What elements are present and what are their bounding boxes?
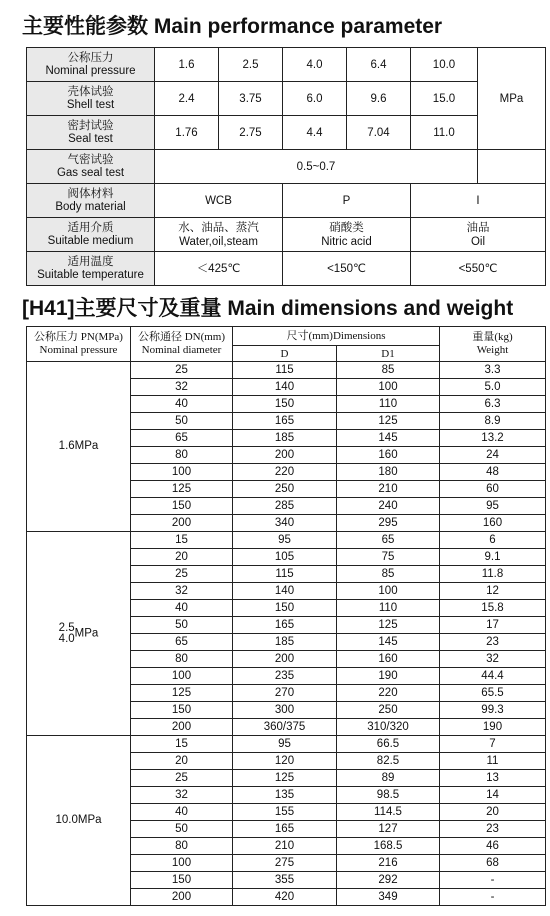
d-cell: 200 [233, 651, 337, 668]
row-label: 密封试验 Seal test [27, 116, 155, 150]
weight-cell: 46 [440, 838, 546, 855]
d-cell: 155 [233, 804, 337, 821]
weight-cell: 65.5 [440, 685, 546, 702]
weight-cell: 23 [440, 821, 546, 838]
weight-cell: 44.4 [440, 668, 546, 685]
row-label: 适用温度 Suitable temperature [27, 252, 155, 286]
unit-cell: MPa [478, 48, 546, 150]
weight-cell: 68 [440, 855, 546, 872]
value-cell: 3.75 [219, 82, 283, 116]
d1-cell: 145 [337, 430, 440, 447]
dn-cell: 20 [131, 549, 233, 566]
dn-cell: 150 [131, 702, 233, 719]
value-cell: 9.6 [347, 82, 411, 116]
weight-cell: 32 [440, 651, 546, 668]
d-cell: 420 [233, 889, 337, 906]
d-cell: 115 [233, 362, 337, 379]
table-row [27, 736, 546, 753]
d-cell: 95 [233, 532, 337, 549]
d-cell: 165 [233, 617, 337, 634]
row-label: 气密试验 Gas seal test [27, 150, 155, 184]
table-row [27, 532, 546, 549]
weight-cell: - [440, 889, 546, 906]
row-label: 适用介质 Suitable medium [27, 218, 155, 252]
header-row [27, 327, 546, 346]
d-cell: 140 [233, 583, 337, 600]
weight-cell: 13.2 [440, 430, 546, 447]
value-cell: WCB [155, 184, 283, 218]
weight-cell: 23 [440, 634, 546, 651]
dn-header: 公称通径 DN(mm) Nominal diameter [131, 327, 233, 362]
value-cell: I [411, 184, 546, 218]
dn-cell: 80 [131, 838, 233, 855]
d1-cell: 349 [337, 889, 440, 906]
d1-cell: 85 [337, 566, 440, 583]
dn-cell: 100 [131, 855, 233, 872]
weight-cell: 95 [440, 498, 546, 515]
value-cell: 1.6 [155, 48, 219, 82]
dimensions-header: 尺寸(mm)Dimensions [233, 327, 440, 346]
dn-cell: 40 [131, 600, 233, 617]
d-cell: 185 [233, 430, 337, 447]
d1-cell: 292 [337, 872, 440, 889]
value-cell: 10.0 [411, 48, 478, 82]
value-cell: ＜425℃ [155, 252, 283, 286]
d-cell: 250 [233, 481, 337, 498]
d1-cell: 110 [337, 396, 440, 413]
dn-cell: 15 [131, 532, 233, 549]
value-cell: 4.0 [283, 48, 347, 82]
d1-cell: 168.5 [337, 838, 440, 855]
dn-cell: 50 [131, 821, 233, 838]
shell-test-row [27, 82, 546, 116]
d-cell: 355 [233, 872, 337, 889]
dn-cell: 80 [131, 651, 233, 668]
dn-cell: 200 [131, 719, 233, 736]
d1-cell: 180 [337, 464, 440, 481]
d-cell: 340 [233, 515, 337, 532]
d-cell: 220 [233, 464, 337, 481]
d-cell: 300 [233, 702, 337, 719]
dn-cell: 32 [131, 379, 233, 396]
value-cell: 6.0 [283, 82, 347, 116]
value-cell: 0.5~0.7 [155, 150, 478, 184]
d-cell: 200 [233, 447, 337, 464]
weight-cell: 17 [440, 617, 546, 634]
weight-cell: 6 [440, 532, 546, 549]
d-cell: 210 [233, 838, 337, 855]
weight-cell: 190 [440, 719, 546, 736]
value-cell: 11.0 [411, 116, 478, 150]
weight-cell: 14 [440, 787, 546, 804]
d-cell: 150 [233, 600, 337, 617]
d1-cell: 110 [337, 600, 440, 617]
dn-cell: 32 [131, 583, 233, 600]
row-label: 公称压力 Nominal pressure [27, 48, 155, 82]
weight-cell: 7 [440, 736, 546, 753]
d1-cell: 220 [337, 685, 440, 702]
d-cell: 140 [233, 379, 337, 396]
d1-cell: 295 [337, 515, 440, 532]
d-cell: 105 [233, 549, 337, 566]
dn-cell: 25 [131, 362, 233, 379]
dn-cell: 125 [131, 685, 233, 702]
value-cell: 硝酸类 Nitric acid [283, 218, 411, 252]
dn-cell: 150 [131, 872, 233, 889]
d-cell: 185 [233, 634, 337, 651]
dn-cell: 25 [131, 770, 233, 787]
d1-cell: 66.5 [337, 736, 440, 753]
d1-cell: 310/320 [337, 719, 440, 736]
body-material-row [27, 184, 546, 218]
d1-cell: 85 [337, 362, 440, 379]
weight-header: 重量(kg) Weight [440, 327, 546, 362]
d1-cell: 216 [337, 855, 440, 872]
weight-cell: 99.3 [440, 702, 546, 719]
d-cell: 135 [233, 787, 337, 804]
weight-cell: - [440, 872, 546, 889]
d-cell: 115 [233, 566, 337, 583]
d-cell: 285 [233, 498, 337, 515]
value-cell: 7.04 [347, 116, 411, 150]
dn-cell: 65 [131, 634, 233, 651]
weight-cell: 24 [440, 447, 546, 464]
performance-title: 主要性能参数 Main performance parameter [22, 15, 443, 38]
pressure-group-cell: 10.0MPa [27, 736, 131, 906]
table-row [27, 362, 546, 379]
dn-cell: 150 [131, 498, 233, 515]
weight-cell: 13 [440, 770, 546, 787]
d1-cell: 114.5 [337, 804, 440, 821]
suitable-temperature-row [27, 252, 546, 286]
d1-cell: 190 [337, 668, 440, 685]
d1-cell: 145 [337, 634, 440, 651]
dn-cell: 200 [131, 889, 233, 906]
dn-cell: 100 [131, 464, 233, 481]
d-cell: 165 [233, 413, 337, 430]
value-cell: <150℃ [283, 252, 411, 286]
d-cell: 275 [233, 855, 337, 872]
weight-cell: 6.3 [440, 396, 546, 413]
weight-cell: 48 [440, 464, 546, 481]
pressure-group-cell: 1.6MPa [27, 362, 131, 532]
d1-cell: 160 [337, 447, 440, 464]
d1-cell: 240 [337, 498, 440, 515]
weight-cell: 15.8 [440, 600, 546, 617]
weight-cell: 11.8 [440, 566, 546, 583]
weight-cell: 20 [440, 804, 546, 821]
weight-cell: 5.0 [440, 379, 546, 396]
value-cell: P [283, 184, 411, 218]
empty-cell [478, 150, 546, 184]
value-cell: 4.4 [283, 116, 347, 150]
weight-cell: 9.1 [440, 549, 546, 566]
performance-table [26, 47, 546, 286]
d1-cell: 125 [337, 413, 440, 430]
weight-cell: 11 [440, 753, 546, 770]
row-label: 壳体试验 Shell test [27, 82, 155, 116]
d1-cell: 65 [337, 532, 440, 549]
dn-cell: 40 [131, 396, 233, 413]
d1-cell: 250 [337, 702, 440, 719]
d1-cell: 75 [337, 549, 440, 566]
value-cell: 2.4 [155, 82, 219, 116]
value-cell: 15.0 [411, 82, 478, 116]
dimensions-table [26, 326, 546, 906]
d1-cell: 125 [337, 617, 440, 634]
nominal-pressure-row [27, 48, 546, 82]
dn-cell: 200 [131, 515, 233, 532]
d1-cell: 89 [337, 770, 440, 787]
dn-cell: 65 [131, 430, 233, 447]
d1-cell: 100 [337, 583, 440, 600]
weight-cell: 8.9 [440, 413, 546, 430]
weight-cell: 3.3 [440, 362, 546, 379]
suitable-medium-row [27, 218, 546, 252]
weight-cell: 160 [440, 515, 546, 532]
weight-cell: 60 [440, 481, 546, 498]
d-cell: 270 [233, 685, 337, 702]
d1-cell: 100 [337, 379, 440, 396]
dn-cell: 20 [131, 753, 233, 770]
d1-cell: 98.5 [337, 787, 440, 804]
dn-cell: 40 [131, 804, 233, 821]
dn-cell: 80 [131, 447, 233, 464]
dn-cell: 25 [131, 566, 233, 583]
d-cell: 120 [233, 753, 337, 770]
d-header: D [233, 346, 337, 362]
pressure-group-cell: 2.5 4.0 MPa [27, 532, 131, 736]
d-cell: 360/375 [233, 719, 337, 736]
pn-header: 公称压力 PN(MPa) Nominal pressure [27, 327, 131, 362]
seal-test-row [27, 116, 546, 150]
d1-header: D1 [337, 346, 440, 362]
d1-cell: 210 [337, 481, 440, 498]
dn-cell: 50 [131, 617, 233, 634]
d-cell: 165 [233, 821, 337, 838]
dn-cell: 125 [131, 481, 233, 498]
value-cell: 2.5 [219, 48, 283, 82]
dimensions-title: [H41]主要尺寸及重量 Main dimensions and weight [22, 297, 514, 320]
gas-seal-row [27, 150, 546, 184]
dn-cell: 15 [131, 736, 233, 753]
d1-cell: 82.5 [337, 753, 440, 770]
value-cell: <550℃ [411, 252, 546, 286]
d1-cell: 160 [337, 651, 440, 668]
row-label: 阀体材料 Body material [27, 184, 155, 218]
dn-cell: 50 [131, 413, 233, 430]
d-cell: 150 [233, 396, 337, 413]
dn-cell: 100 [131, 668, 233, 685]
d-cell: 125 [233, 770, 337, 787]
d-cell: 95 [233, 736, 337, 753]
d-cell: 235 [233, 668, 337, 685]
value-cell: 油品 Oil [411, 218, 546, 252]
value-cell: 2.75 [219, 116, 283, 150]
value-cell: 1.76 [155, 116, 219, 150]
d1-cell: 127 [337, 821, 440, 838]
value-cell: 水、油品、蒸汽 Water,oil,steam [155, 218, 283, 252]
dn-cell: 32 [131, 787, 233, 804]
value-cell: 6.4 [347, 48, 411, 82]
weight-cell: 12 [440, 583, 546, 600]
